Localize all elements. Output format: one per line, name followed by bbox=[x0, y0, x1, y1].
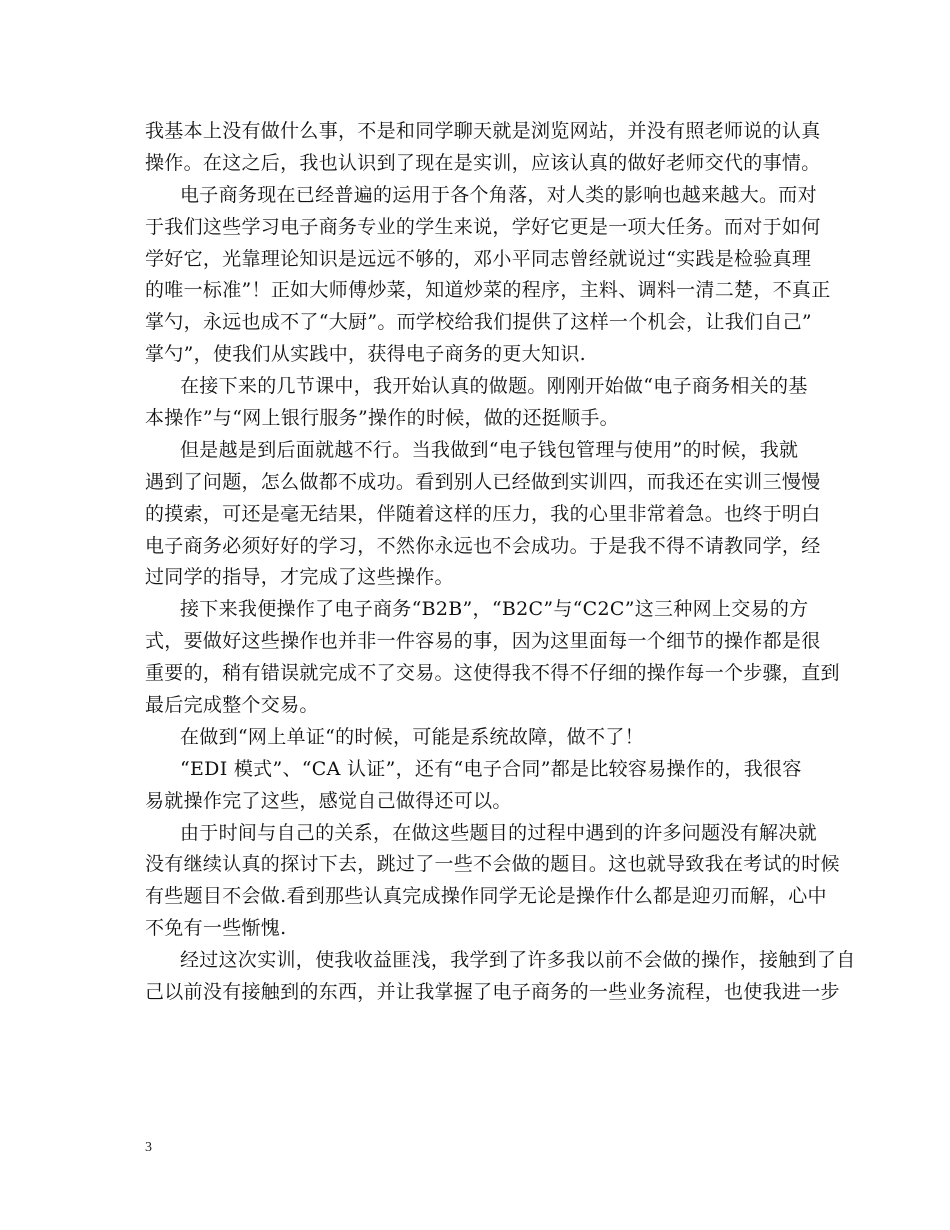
text-line: 掌勺，永远也成不了“大厨”。而学校给我们提供了这样一个机会，让我们自己” bbox=[145, 311, 812, 334]
text-line: 于我们这些学习电子商务专业的学生来说，学好它更是一项大任务。而对于如何 bbox=[145, 215, 821, 238]
text-line: 的唯一标准”！正如大师傅炒菜，知道炒菜的程序，主料、调料一清二楚，不真正 bbox=[145, 279, 831, 302]
text-line: 没有继续认真的探讨下去，跳过了一些不会做的题目。这也就导致我在考试的时候 bbox=[145, 853, 840, 876]
text-line: 有些题目不会做.看到那些认真完成操作同学无论是操作什么都是迎刃而解，心中 bbox=[145, 885, 827, 908]
text-line: 经过这次实训，使我收益匪浅，我学到了许多我以前不会做的操作，接触到了自 bbox=[180, 949, 856, 972]
text-line: 遇到了问题，怎么做都不成功。看到别人已经做到实训四，而我还在实训三慢慢 bbox=[145, 470, 821, 493]
text-line: 学好它，光靠理论知识是远远不够的，邓小平同志曾经就说过“实践是检验真理 bbox=[145, 247, 812, 270]
text-line: 电子商务现在已经普遍的运用于各个角落，对人类的影响也越来越大。而对 bbox=[180, 183, 817, 206]
text-line: 己以前没有接触到的东西，并让我掌握了电子商务的一些业务流程，也使我进一步 bbox=[145, 981, 840, 1004]
text-line: 本操作”与“网上银行服务”操作的时候，做的还挺顺手。 bbox=[145, 407, 619, 430]
text-line: 不免有一些惭愧. bbox=[145, 917, 287, 940]
text-line: 接下来我便操作了电子商务“B2B”，“B2C”与“C2C”这三种网上交易的方 bbox=[180, 598, 809, 621]
document-body bbox=[145, 116, 856, 1009]
text-line: 式，要做好这些操作也并非一件容易的事，因为这里面每一个细节的操作都是很 bbox=[145, 630, 821, 653]
text-line: 在接下来的几节课中，我开始认真的做题。刚刚开始做“电子商务相关的基 bbox=[180, 375, 808, 398]
text-line: 我基本上没有做什么事，不是和同学聊天就是浏览网站，并没有照老师说的认真 bbox=[145, 120, 821, 142]
text-line: 电子商务必须好好的学习，不然你永远也不会成功。于是我不得不请教同学，经 bbox=[145, 534, 821, 557]
text-line: 但是越是到后面就越不行。当我做到“电子钱包管理与使用”的时候，我就 bbox=[180, 438, 799, 461]
text-line: “EDI 模式”、“CA 认证”，还有“电子合同”都是比较容易操作的，我很容 bbox=[180, 757, 802, 780]
text-line: 易就操作完了这些，感觉自己做得还可以。 bbox=[145, 789, 512, 812]
text-line: 最后完成整个交易。 bbox=[145, 694, 319, 717]
text-line: 操作。在这之后，我也认识到了现在是实训，应该认真的做好老师交代的事情。 bbox=[145, 151, 821, 174]
text-line: 过同学的指导，才完成了这些操作。 bbox=[145, 566, 454, 589]
text-line: 重要的，稍有错误就完成不了交易。这使得我不得不仔细的操作每一个步骤，直到 bbox=[145, 662, 840, 685]
text-line: 的摸索，可还是毫无结果，伴随着这样的压力，我的心里非常着急。也终于明白 bbox=[145, 502, 821, 525]
text-line: 在做到“网上单证“的时候，可能是系统故障，做不了！ bbox=[180, 725, 644, 748]
page-number: 3 bbox=[145, 1140, 152, 1155]
text-line: 掌勺”，使我们从实践中，获得电子商务的更大知识. bbox=[145, 343, 586, 366]
text-line: 由于时间与自己的关系，在做这些题目的过程中遇到的许多问题没有解决就 bbox=[180, 821, 817, 844]
